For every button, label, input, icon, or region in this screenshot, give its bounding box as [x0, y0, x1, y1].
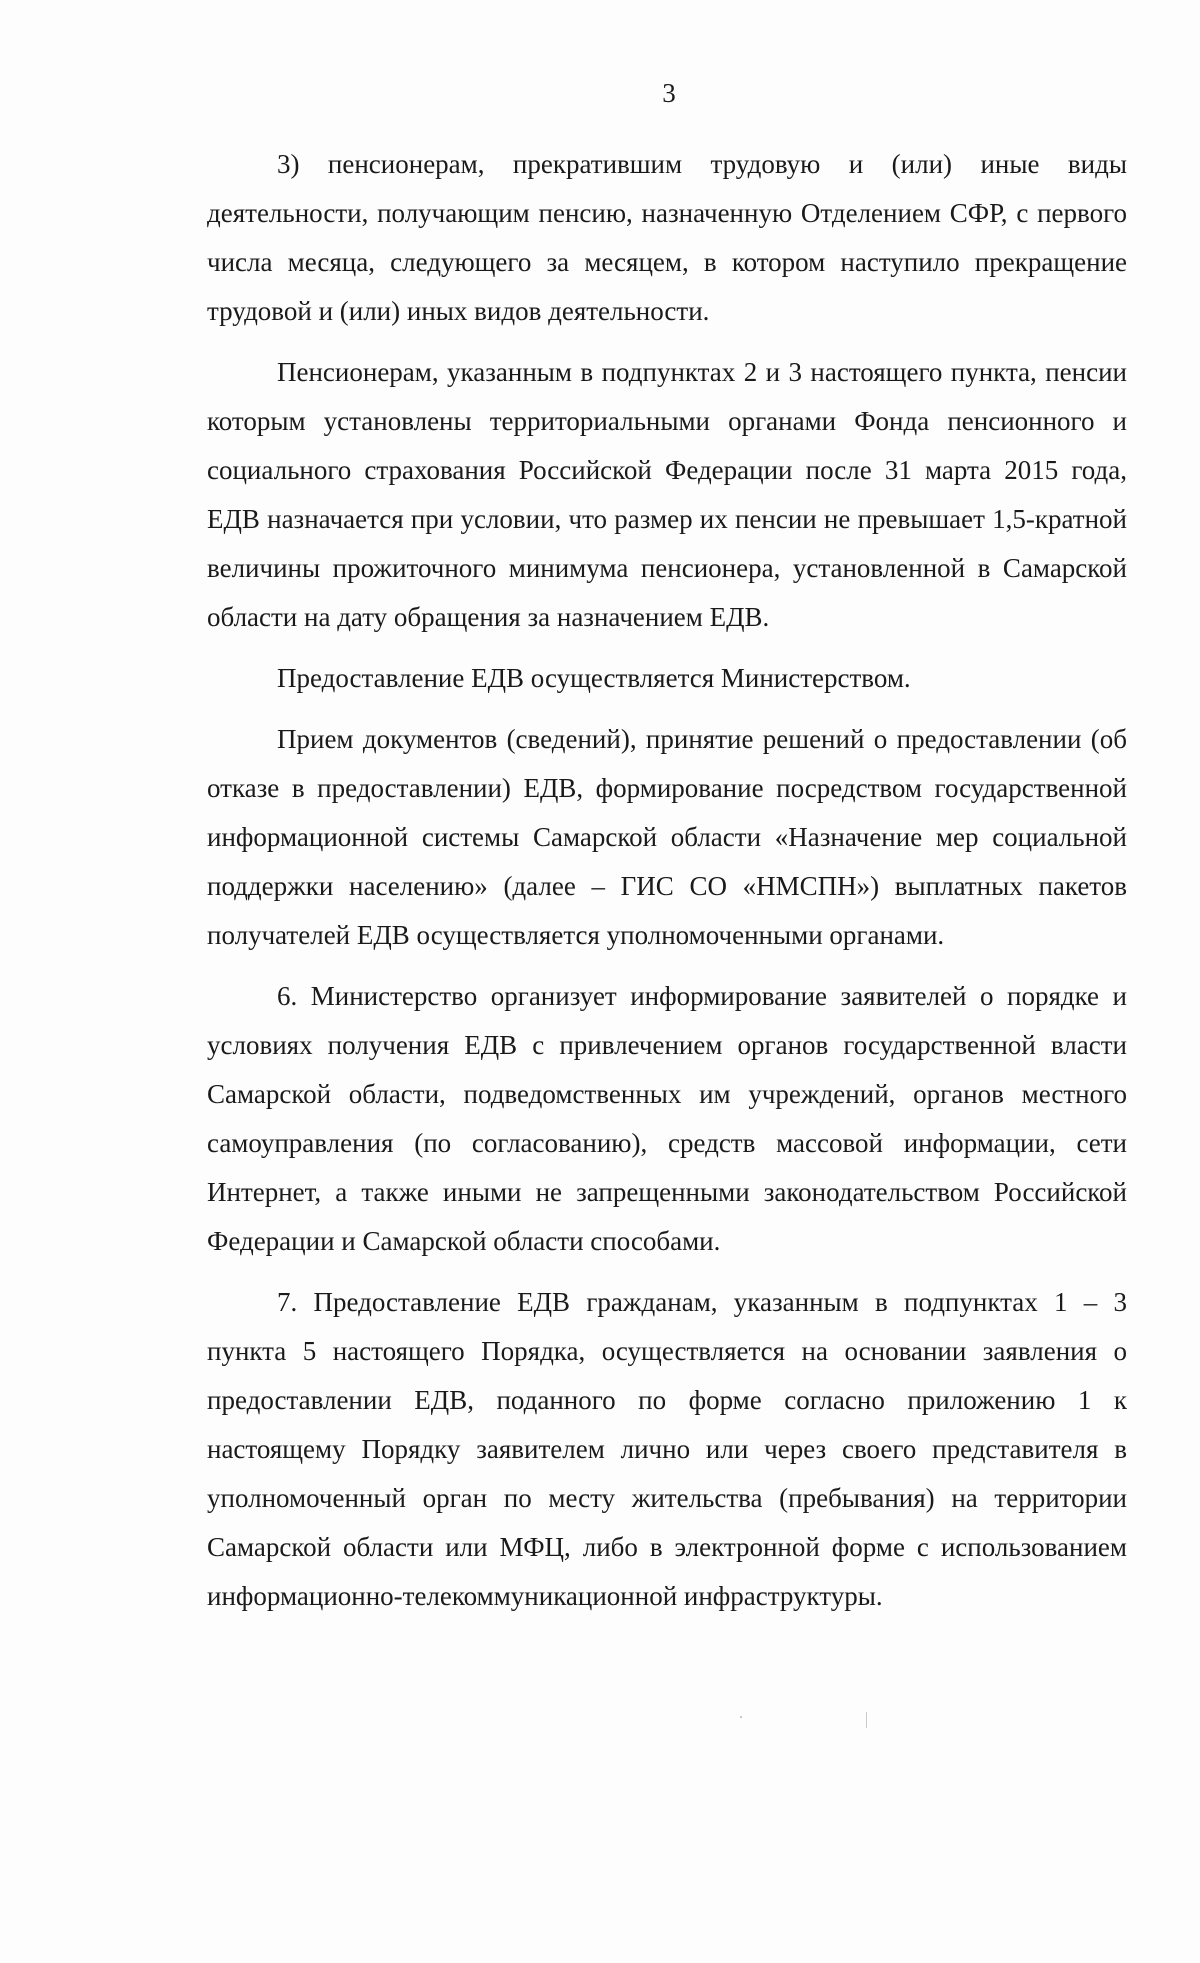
paragraph-pension-condition: Пенсионерам, указанным в подпунктах 2 и 3 настоящего пункта, пенсии которым установлены территориальными органами Фонда пенсионного и социального страхования Российской Федерации после 31 марта 2015 года, ЕДВ назначается при условии, что размер их пенсии не превышает 1,5-кратной величины прожиточного минимума пенсионера, установленной в Самарской области на дату обращения за назначением ЕДВ. — [207, 357, 1127, 632]
scan-artifact-dot — [740, 1716, 742, 1718]
document-body — [207, 140, 1127, 1621]
page-number: 3 — [662, 78, 676, 108]
paragraph-provision-ministry: Предоставление ЕДВ осуществляется Министерством. — [277, 663, 911, 693]
paragraph-documents-reception: Прием документов (сведений), принятие решений о предоставлении (об отказе в предоставлении) ЕДВ, формирование посредством государственной информационной системы Самарской области «Назначение мер социальной поддержки населению» (далее – ГИС СО «НМСПН») выплатных пакетов получателей ЕДВ осуществляется уполномоченными органами. — [207, 724, 1127, 950]
paragraph-item-6: 6. Министерство организует информирование заявителей о порядке и условиях получения ЕДВ с привлечением органов государственной власти Самарской области, подведомственных им учреждений, органов местного самоуправления (по согласованию), средств массовой информации, сети Интернет, а также иными не запрещенными законодательством Российской Федерации и Самарской области способами. — [207, 981, 1127, 1256]
scan-artifact-mark — [866, 1712, 867, 1728]
paragraph-pensioners-subitem-3: 3) пенсионерам, прекратившим трудовую и (или) иные виды деятельности, получающим пенсию, назначенную Отделением СФР, с первого числа месяца, следующего за месяцем, в котором наступило прекращение трудовой и (или) иных видов деятельности. — [207, 149, 1127, 326]
paragraph-item-7: 7. Предоставление ЕДВ гражданам, указанным в подпунктах 1 – 3 пункта 5 настоящего Порядка, осуществляется на основании заявления о предоставлении ЕДВ, поданного по форме согласно приложению 1 к настоящему Порядку заявителем лично или через своего представителя в уполномоченный орган по месту жительства (пребывания) на территории Самарской области или МФЦ, либо в электронной форме с использованием информационно-телекоммуникационной инфраструктуры. — [207, 1287, 1127, 1611]
